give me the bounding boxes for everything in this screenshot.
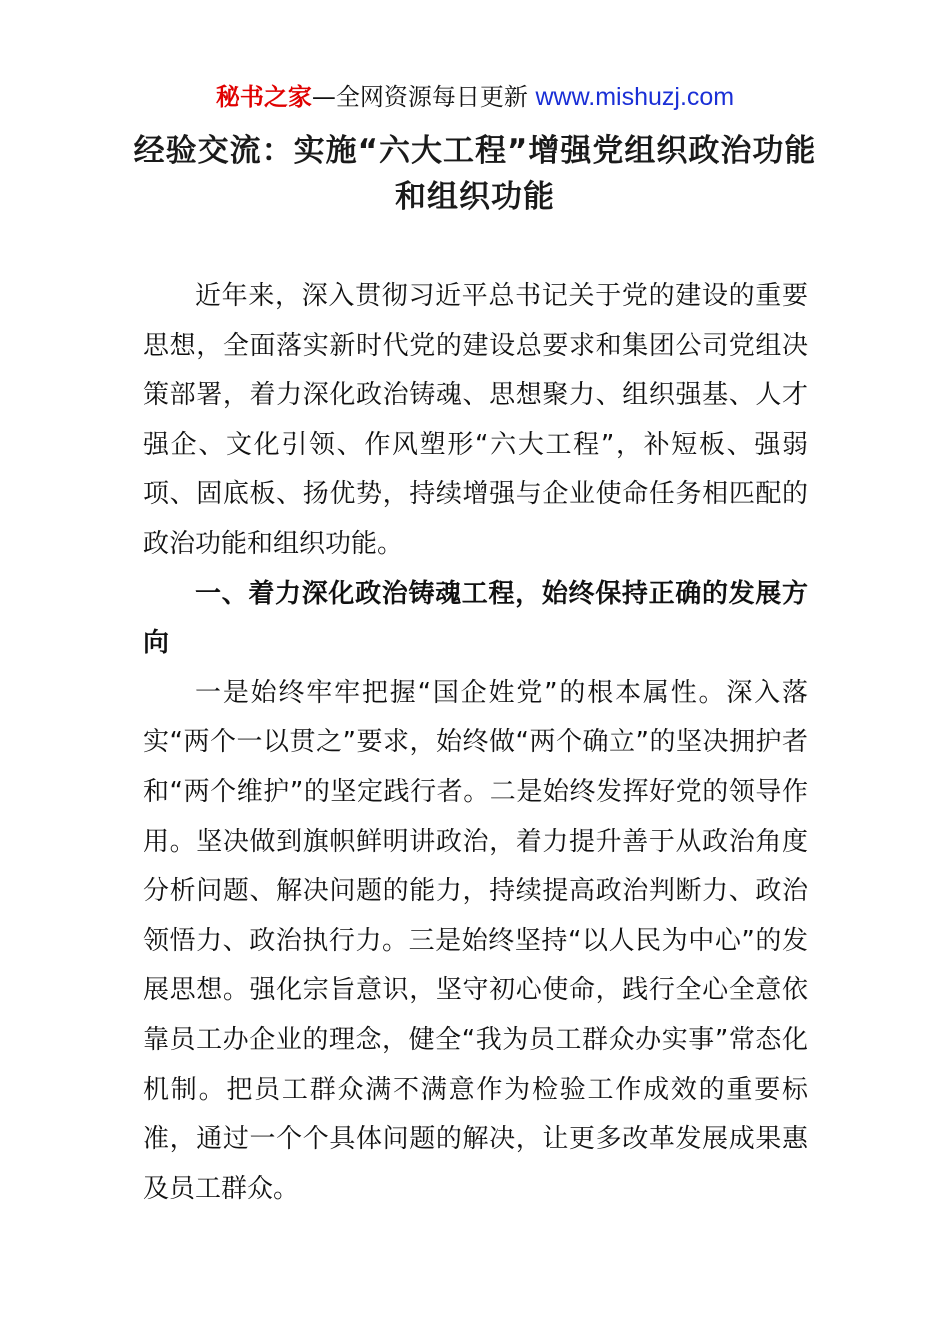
- document-body: [143, 272, 808, 1214]
- site-url-link[interactable]: www.mishuzj.com: [535, 83, 735, 111]
- section-1-paragraph: 一是始终牢牢把握“国企姓党”的根本属性。深入落实“两个一以贯之”要求，始终做“两个确立”的坚决拥护者和“两个维护”的坚定践行者。二是始终发挥好党的领导作用。坚决做到旗帜鲜明讲政治，着力提升善于从政治角度分析问题、解决问题的能力，持续提高政治判断力、政治领悟力、政治执行力。三是始终坚持“以人民为中心”的发展思想。强化宗旨意识，坚守初心使命，践行全心全意依靠员工办企业的理念，健全“我为员工群众办实事”常态化机制。把员工群众满不满意作为检验工作成效的重要标准，通过一个个具体问题的解决，让更多改革发展成果惠及员工群众。: [143, 677, 808, 1204]
- site-tagline: —全网资源每日更新: [311, 83, 536, 111]
- site-header: [0, 80, 950, 114]
- intro-paragraph: 近年来，深入贯彻习近平总书记关于党的建设的重要思想，全面落实新时代党的建设总要求和集团公司党组决策部署，着力深化政治铸魂、思想聚力、组织强基、人才强企、文化引领、作风塑形“六大工程”，补短板、强弱项、固底板、扬优势，持续增强与企业使命任务相匹配的政治功能和组织功能。: [143, 281, 808, 559]
- document-title: 经验交流：实施“六大工程”增强党组织政治功能和组织功能: [133, 133, 817, 215]
- site-brand: 秘书之家: [215, 83, 312, 111]
- section-heading-1: 一、着力深化政治铸魂工程，始终保持正确的发展方向: [143, 578, 808, 659]
